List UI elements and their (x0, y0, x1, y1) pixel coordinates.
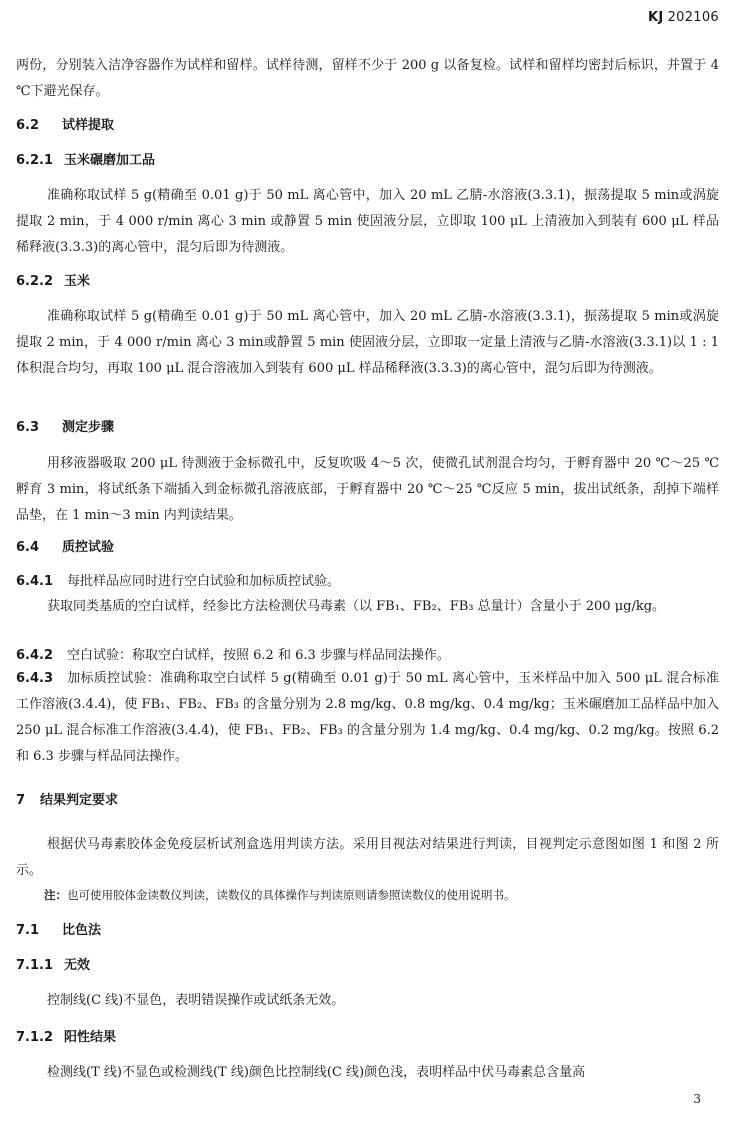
document-header (648, 10, 719, 25)
section-7-heading (16, 791, 118, 811)
section-number: 7.1 (16, 923, 40, 938)
section-number: 7.1.1 (16, 958, 54, 973)
section-6-3-heading (16, 418, 114, 438)
section-6-2-2-heading (16, 272, 90, 292)
section-7-1-2-body: 检测线(T 线)不显色或检测线(T 线)颜色比控制线(C 线)颜色浅，表明样品中伏马毒素总含量高 (47, 1065, 586, 1080)
section-6-4-1-body (16, 569, 719, 595)
section-title: 阳性结果 (64, 1030, 117, 1045)
section-text: 每批样品应同时进行空白试验和加标质控试验。 (67, 574, 341, 589)
section-6-2-1-body: 准确称取试样 5 g(精确至 0.01 g)于 50 mL 离心管中，加入 20 mL 乙腈-水溶液(3.3.1)，振荡提取 5 min或涡旋提取 2 min，于 4 000 r/min 离心 3 min 或静置 5 min 使固液分层，立即取 100 μL 上清液加入到装有 600 μL 样品稀释液(3.3.3)的离心管中，混匀后即为待测液。 (16, 188, 719, 255)
section-6-2-1-heading (16, 151, 155, 171)
note (44, 885, 516, 905)
section-title: 质控试验 (62, 540, 115, 555)
section-number: 6.2.2 (16, 274, 54, 289)
section-number: 6.2.1 (16, 153, 54, 168)
section-title: 试样提取 (62, 118, 115, 133)
section-number: 6.4 (16, 540, 40, 555)
section-number: 6.4.3 (16, 671, 54, 686)
header-prefix: KJ (648, 10, 664, 25)
note-text: 也可使用胶体金读数仪判读，读数仪的具体操作与判读原则请参照读数仪的使用说明书。 (67, 888, 516, 902)
section-number: 6.4.1 (16, 574, 54, 589)
page-number: 3 (693, 1092, 701, 1106)
section-number: 6.3 (16, 420, 40, 435)
section-7-1-1-body: 控制线(C 线)不显色，表明错误操作或试纸条无效。 (47, 993, 345, 1008)
section-6-4-3-body (16, 666, 719, 770)
section-title: 玉米碾磨加工品 (64, 153, 156, 168)
section-text: 加标质控试验：准确称取空白试样 5 g(精确至 0.01 g)于 50 mL 离心管中，玉米样品中加入 500 μL 混合标准工作溶液(3.4.4)，使 FB₁、FB₂、FB₃ 的含量分别为 2.8 mg/kg、0.8 mg/kg、0.4 mg/kg；玉米碾磨加工品样品中加入 250 μL 混合标准工作溶液(3.4.4)，使 FB₁、FB₂、FB₃ 的含量分别为 1.4 mg/kg、0.4 mg/kg、0.2 mg/kg。按照 6.2 和 6.3 步骤与样品同法操作。 (16, 671, 719, 764)
note-label: 注： (44, 888, 67, 902)
section-title: 测定步骤 (62, 420, 115, 435)
section-title: 无效 (64, 958, 91, 973)
section-text: 空白试验：称取空白试样，按照 6.2 和 6.3 步骤与样品同法操作。 (67, 648, 450, 663)
section-title: 比色法 (62, 923, 102, 938)
section-title: 玉米 (64, 274, 91, 289)
section-title: 结果判定要求 (40, 793, 119, 808)
section-6-3-body: 用移液器吸取 200 μL 待测液于金标微孔中，反复吹吸 4～5 次，使微孔试剂混合均匀，于孵育器中 20 ℃～25 ℃孵育 3 min，将试纸条下端插入到金标微孔溶液底部，于孵育器中 20 ℃～25 ℃反应 5 min，拔出试纸条，刮掉下端样品垫，在 1 min～3 min 内判读结果。 (16, 456, 719, 523)
section-6-2-heading (16, 116, 114, 136)
section-number: 7 (16, 793, 26, 808)
section-6-4-1-detail: 获取同类基质的空白试样，经参比方法检测伏马毒素（以 FB₁、FB₂、FB₃ 总量计）含量小于 200 μg/kg。 (47, 599, 666, 614)
section-number: 7.1.2 (16, 1030, 54, 1045)
section-6-2-2-body: 准确称取试样 5 g(精确至 0.01 g)于 50 mL 离心管中，加入 20 mL 乙腈-水溶液(3.3.1)，振荡提取 5 min或涡旋提取 2 min，于 4 000 r/min 离心 3 min或静置 5 min 使固液分层，立即取一定量上清液与乙腈-水溶液(3.3.1)以 1 : 1 体积混合均匀，再取 100 μL 混合溶液加入到装有 600 μL 样品稀释液(3.3.3)的离心管中，混匀后即为待测液。 (16, 309, 719, 376)
section-number: 6.4.2 (16, 648, 54, 663)
section-7-1-2-heading (16, 1028, 116, 1048)
intro-paragraph: 两份，分别装入洁净容器作为试样和留样。试样待测，留样不少于 200 g 以备复检。试样和留样均密封后标识，并置于 4 ℃下避光保存。 (16, 58, 719, 99)
section-7-body: 根据伏马毒素胶体金免疫层析试剂盒选用判读方法。采用目视法对结果进行判读，目视判定示意图如图 1 和图 2 所示。 (16, 837, 719, 878)
section-7-1-heading (16, 921, 101, 941)
section-6-4-heading (16, 538, 114, 558)
section-number: 6.2 (16, 118, 40, 133)
section-7-1-1-heading (16, 956, 90, 976)
header-code: 202106 (667, 10, 719, 25)
